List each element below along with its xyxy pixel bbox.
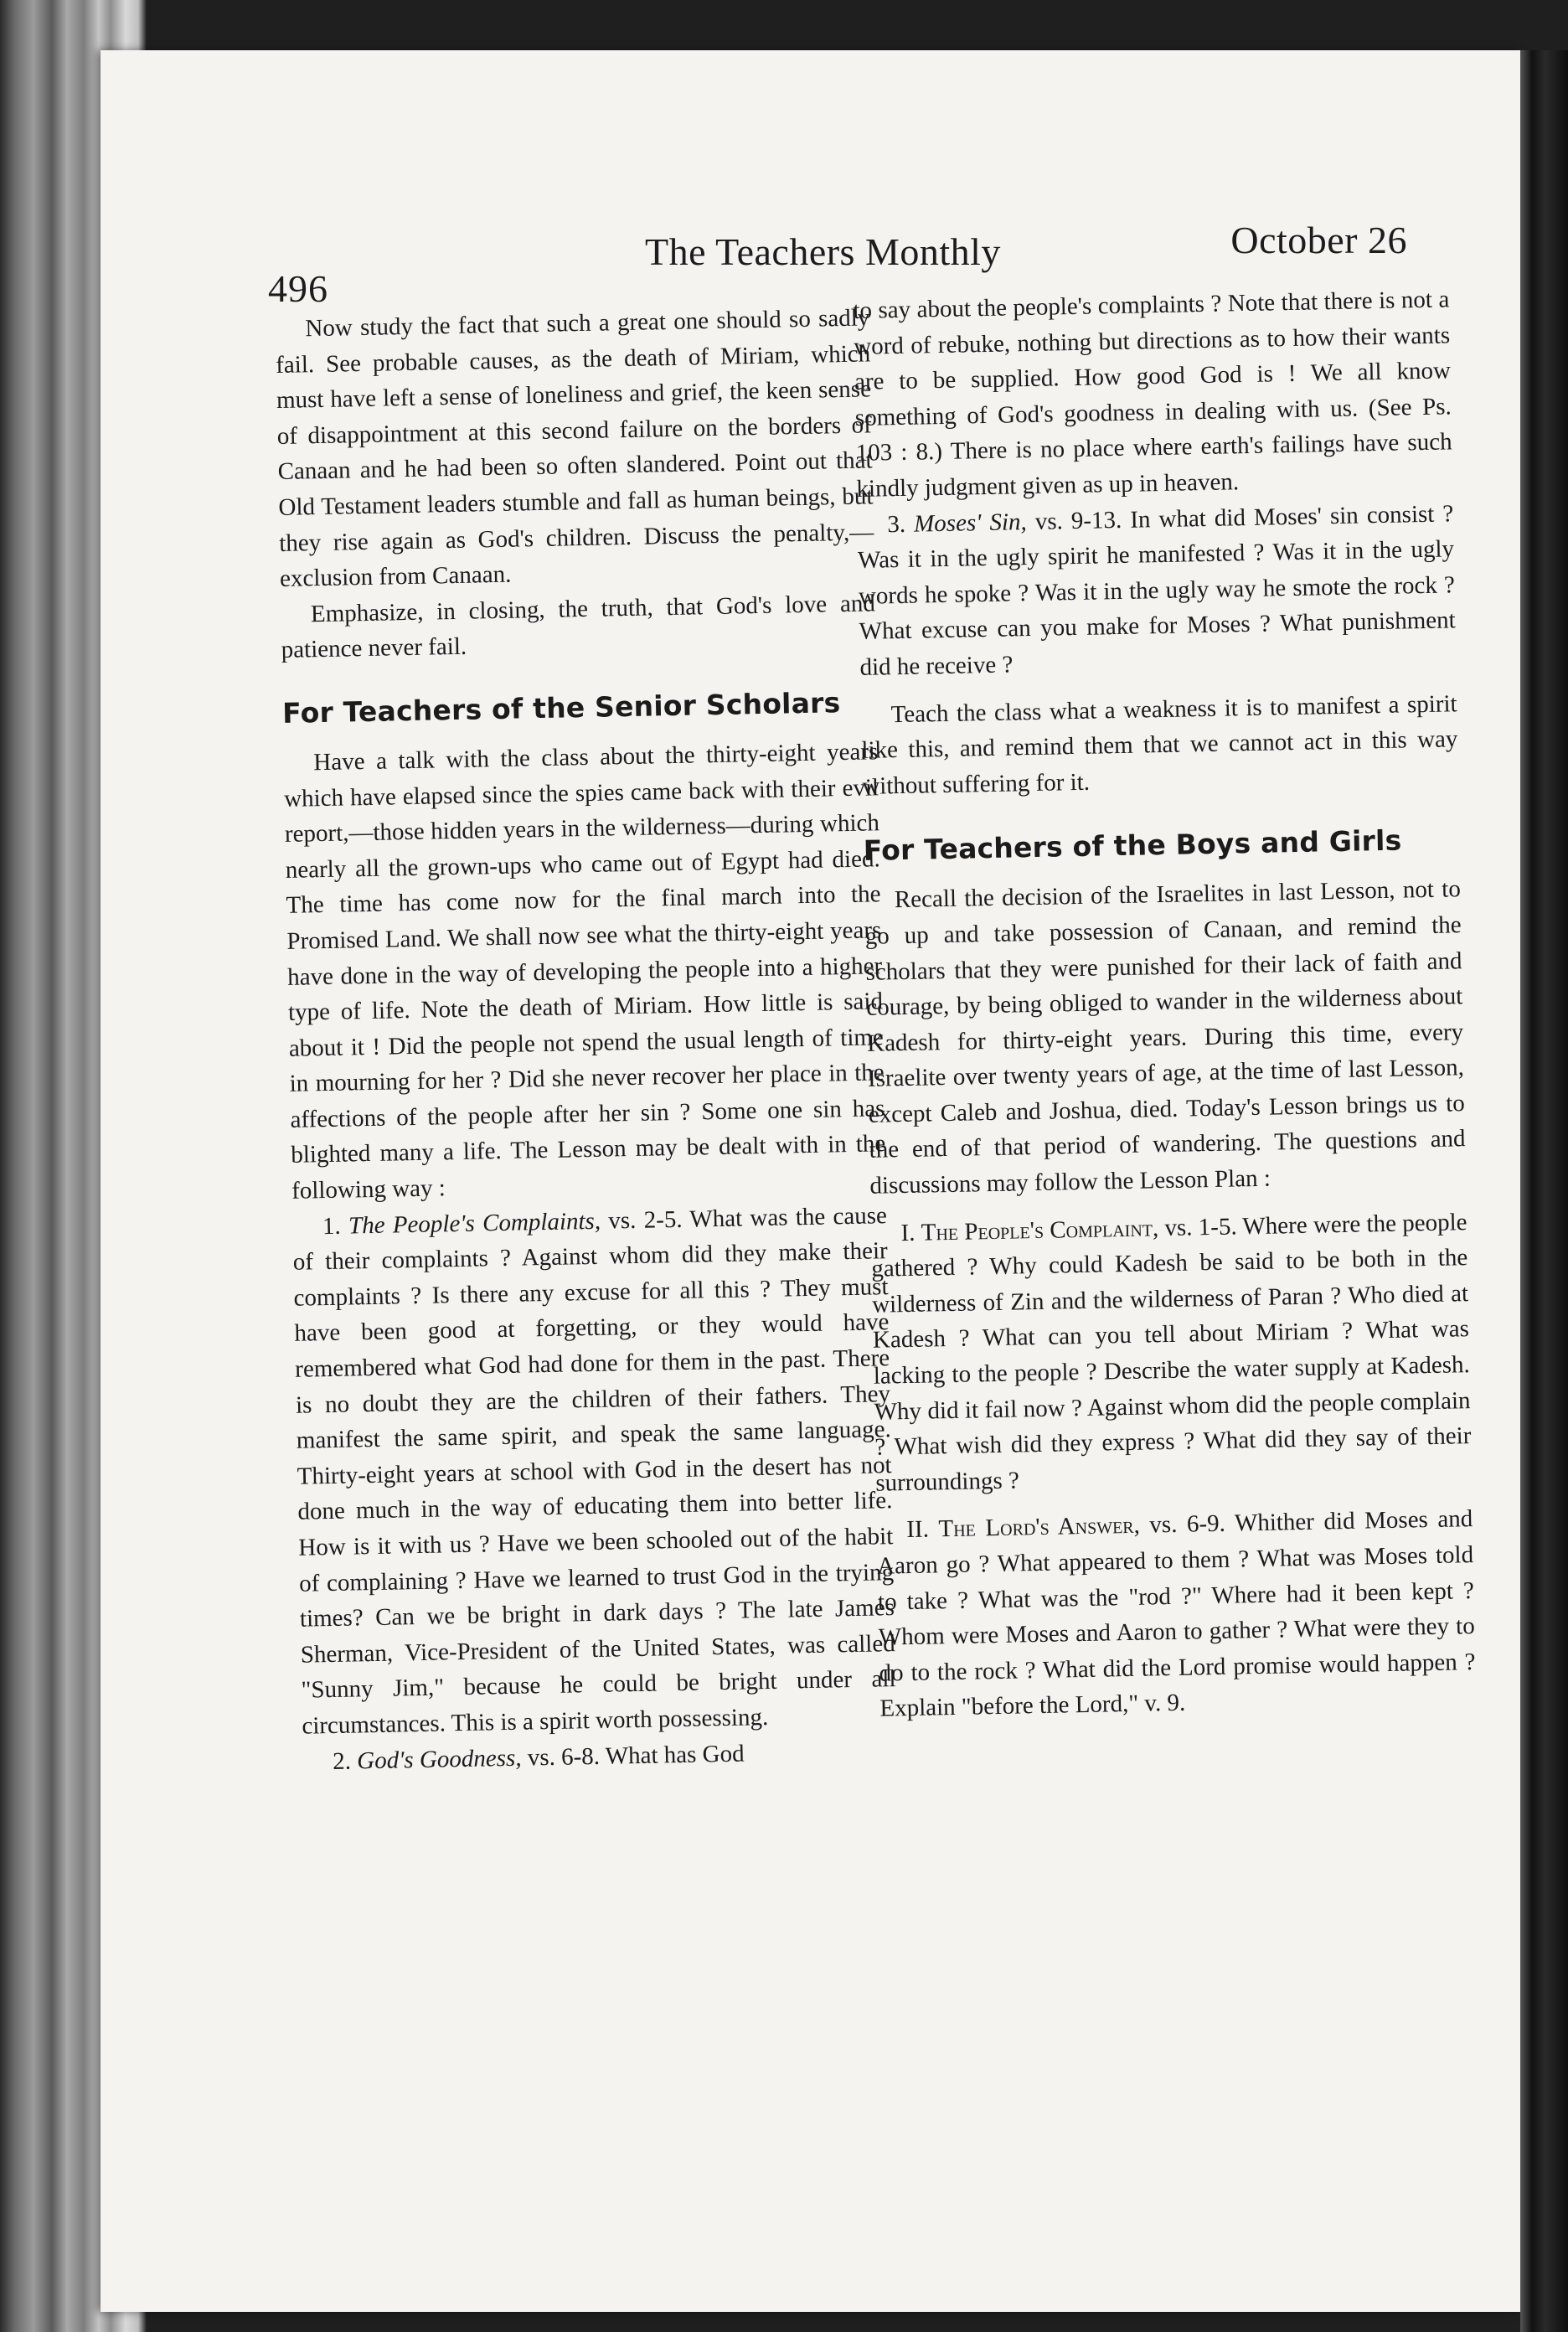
item-text: vs. 6-8. What has God bbox=[527, 1740, 745, 1772]
section-heading-senior: For Teachers of the Senior Scholars bbox=[281, 686, 841, 730]
item-text: vs. 9-13. In what did Moses' sin consist ? Was it in the ugly spirit he manifested ? Was it in the ugly words he spoke ? Was it in the ugly way he smote the rock ? What excuse can you make for Moses ? What punishment did he receive ? bbox=[857, 499, 1456, 681]
item-text: vs. 2-5. What was the cause of their complaints ? Against whom did they make their complaints ? Is there any excuse for all this ? They must have been good at forgetting, or they would have remembered what God had done for them in the past. There is no doubt they are the children of their fathers. They manifest the same spirit, and speak the same language. Thirty-eight years at school with God in the desert has not done much in the way of educating them into better life. How is it with us ? Have we been schooled out of the habit of complaining ? Have we learned to trust God in the trying times? Can we be bright in dark days ? The late James Sherman, Vice-President of the United States, was called "Sunny Jim," because he could be bright under all circumstances. This is a spirit worth possessing. bbox=[292, 1201, 896, 1740]
right-column bbox=[853, 281, 1477, 1726]
item-title: The People's Complaint, bbox=[921, 1214, 1159, 1246]
section-heading-boys-girls: For Teachers of the Boys and Girls bbox=[863, 823, 1402, 868]
page-number: 496 bbox=[268, 267, 328, 310]
paragraph: Have a talk with the class about the thirty-eight years which have elapsed since the spies came back with their evil report,—those hidden years in the wilderness—during which nearly all the grown-ups who came out of Egypt had died. The time has come now for the final march into the Promised Land. We shall now see what the thirty-eight years have done in the way of developing the people into a higher type of life. Note the death of Miriam. How little is said about it ! Did the people not spend the usual length of time in mourning for her ? Did she never recover her place in the affections of the people after her sin ? Some one sin has blighted many a life. The Lesson may be dealt with in the following way : bbox=[283, 738, 886, 1205]
paragraph bbox=[876, 1501, 1477, 1726]
running-header bbox=[159, 218, 1432, 310]
item-text: vs. 1-5. Where were the people gathered ? Why could Kadesh be said to be both in the wilderness of Zin and the wilderness of Paran ? Who died at Kadesh ? What can you tell about Miriam ? What was lacking to the people ? Describe the water supply at Kadesh. Why did it fail now ? Against whom did the people complain ? What wish did they express ? What did they say of their surroundings ? bbox=[871, 1208, 1472, 1497]
item-number: 2. bbox=[332, 1747, 352, 1775]
item-title: God's Goodness, bbox=[356, 1744, 522, 1774]
paragraph bbox=[870, 1205, 1472, 1501]
item-number: 1. bbox=[322, 1212, 342, 1240]
paragraph: Teach the class what a weakness it is to manifest a spirit like this, and remind them that we cannot act in this way without suffering for it. bbox=[861, 689, 1458, 800]
journal-title: The Teachers Monthly bbox=[645, 230, 1001, 273]
item-title: Moses' Sin, bbox=[913, 508, 1028, 538]
paragraph bbox=[292, 1198, 897, 1744]
item-text: vs. 6-9. Whither did Moses and Aaron go ? What appeared to them ? What was Moses told to take ? What was the "rod ?" Where had it been kept ? Whom were Moses and Aaron to gather ? What were they to do to the rock ? What did the Lord promise would happen ? Explain "before the Lord," v. 9. bbox=[876, 1505, 1476, 1723]
paragraph: to say about the people's complaints ? Note that there is not a word of rebuke, nothing but directions as to how their wants are to be supplied. How good God is ! We all know something of God's goodness in dealing with us. (See Ps. 103 : 8.) There is no place where earth's failings have such kindly judgment given as up in heaven. bbox=[853, 286, 1452, 503]
issue-date: October 26 bbox=[1230, 219, 1407, 261]
next-page-edge bbox=[1520, 50, 1568, 2332]
item-title: The Lord's Answer, bbox=[938, 1512, 1141, 1543]
paragraph: Now study the fact that such a great one should so sadly fail. See probable causes, as the death of Miriam, which must have left a sense of loneliness and grief, the keen sense of disappointment at this second failure on the borders of Canaan and he had been so often slandered. Point out that Old Testament leaders stumble and fall as human beings, but they rise again as God's children. Discuss the penalty,—exclusion from Canaan. bbox=[275, 304, 874, 593]
paragraph: Recall the decision of the Israelites in last Lesson, not to go up and take possession of Canaan, and remind the scholars that they were punished for their lack of faith and courage, by being obliged to wander in the wilderness about Kadesh for thirty-eight years. During this time, every Israelite over twenty years of age, at the time of last Lesson, except Caleb and Joshua, died. Today's Lesson brings us to the end of that period of wandering. The questions and discussions may follow the Lesson Plan : bbox=[864, 875, 1466, 1200]
item-number: 3. bbox=[886, 510, 906, 538]
item-number: II. bbox=[906, 1515, 930, 1544]
item-number: I. bbox=[900, 1219, 916, 1246]
left-column bbox=[275, 300, 898, 1779]
paragraph: Emphasize, in closing, the truth, that God's love and patience never fail. bbox=[281, 590, 876, 664]
item-title: The People's Complaints, bbox=[348, 1207, 601, 1240]
paragraph bbox=[857, 496, 1457, 686]
